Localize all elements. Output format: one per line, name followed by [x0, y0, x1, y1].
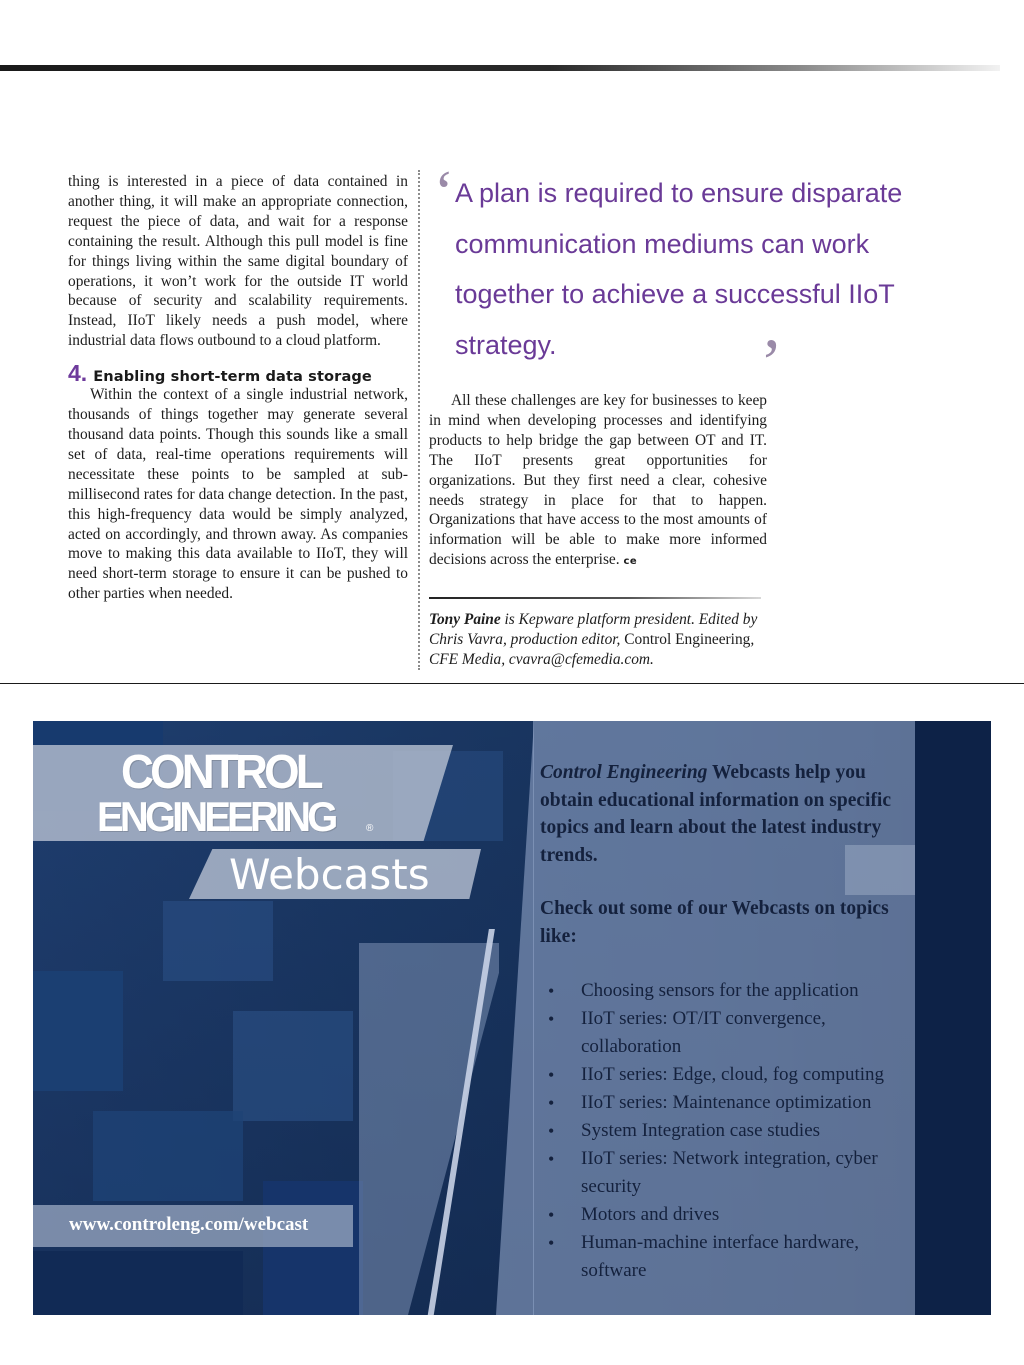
bg-tile [93, 1111, 243, 1201]
close-quote-mark: ’ [760, 324, 783, 400]
ad-copy-cta: Check out some of our Webcasts on topics like: [540, 898, 889, 947]
topic-item: • IIoT series: Network integration, cyber security [548, 1145, 918, 1201]
author-role: is Kepware platform president. Edited by Chris Vavra, production editor, [429, 611, 758, 648]
topic-item: • IIoT series: Edge, cloud, fog computing [548, 1061, 918, 1089]
bg-tile [163, 901, 273, 981]
registered-mark: ® [366, 823, 374, 834]
left-paragraph-2: Within the context of a single industrial network, thousands of things together may generate several thousand data points. Though this sounds like a small set of data, real-time operations requirements will necessitate these points to be sampled at sub-millisecond rates for data change detection. In the past, this high-frequency data would be simply analyzed, acted on accordingly, and thrown away. As companies move to making this data available to IIoT, they will need short-term storage to ensure it can be pushed to other parties when needed. [68, 386, 408, 603]
left-column [68, 172, 408, 604]
topics-list [548, 977, 918, 1285]
topic-item: • IIoT series: OT/IT convergence, collaboration [548, 1005, 918, 1061]
page-rule [0, 683, 1024, 684]
bg-tile [263, 1181, 363, 1315]
topic-item: • System Integration case studies [548, 1117, 918, 1145]
open-quote-mark: ‘ [434, 159, 454, 225]
topic-item: • Human-machine interface hardware, software [548, 1229, 918, 1285]
panel-edge [496, 721, 534, 1315]
section-title: Enabling short-term data storage [93, 368, 372, 386]
topic-item: • Choosing sensors for the application [548, 977, 918, 1005]
right-paragraph [429, 391, 767, 572]
bio-rule [429, 597, 761, 599]
right-dark-strip [915, 721, 991, 1315]
webcast-url-link[interactable]: www.controleng.com/webcast [69, 1214, 309, 1235]
left-paragraph-1: thing is interested in a piece of data contained in another thing, it will make an appropriate connection, request the piece of data, and wait for a response containing the result. Although this pull model is fine for things living within the same digital boundary of operations, it won’t work for the outside IT world because of security and scalability requirements. Instead, IIoT likely needs a push model, where industrial data flows outbound to a cloud platform. [68, 173, 408, 350]
webcasts-title: Webcasts [229, 850, 430, 899]
pull-quote-text: A plan is required to ensure disparate communication mediums can work together to achieve a successful IIoT strategy. [455, 178, 903, 360]
ce-end-mark: ce [623, 556, 638, 568]
author-bio [429, 610, 769, 670]
webcasts-advertisement [33, 721, 991, 1315]
logo-control-text: CONTROL [121, 746, 320, 799]
ad-copy-intro-text: Webcasts help you obtain educational information on specific topics and learn about the latest industry trends. [540, 762, 892, 866]
bg-tile [33, 1251, 243, 1315]
ad-brand-name: Control Engineering [540, 762, 708, 783]
ad-copy-intro [540, 759, 915, 869]
right-paragraph-text: All these challenges are key for businesses to keep in mind when developing processes and identifying products to help bridge the gap between OT and IT. The IIoT presents great opportunities for organizations. But they first need a clear, cohesive needs strategy in place for that to happen. Organizations that have access to the most amounts of information will be able to make more informed decisions across the enterprise. [429, 392, 767, 569]
bg-tile [33, 971, 123, 1091]
bg-tile [233, 1011, 353, 1121]
section-heading [68, 360, 408, 387]
ad-copy [540, 759, 915, 950]
logo-engineering-text: ENGINEERING [97, 793, 335, 840]
publication-name: Control Engineering [624, 630, 751, 648]
right-column [429, 391, 767, 572]
topic-item: • IIoT series: Maintenance optimization [548, 1089, 918, 1117]
topic-item: • Motors and drives [548, 1201, 918, 1229]
bio-tail: , CFE Media, cvavra@cfemedia.com. [429, 630, 755, 668]
column-divider [418, 170, 420, 670]
author-name: Tony Paine [429, 611, 501, 628]
section-number: 4. [68, 360, 88, 387]
